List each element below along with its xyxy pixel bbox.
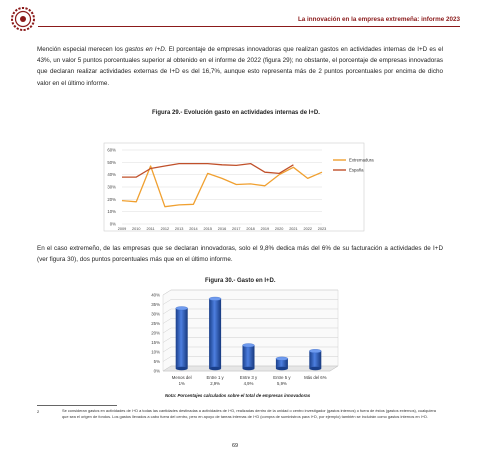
x-tick-label: 2016: [217, 227, 227, 231]
x-tick-label: Menos del: [171, 375, 192, 380]
x-tick-label: Entre 5 y: [273, 375, 291, 380]
x-tick-label: 2012: [160, 227, 170, 231]
x-tick-label: 2009: [117, 227, 127, 231]
bar-base: [243, 367, 255, 371]
x-tick-label: Entre 1 y: [206, 375, 224, 380]
x-tick-label: 2018: [246, 227, 255, 231]
y-tick-label: 10%: [107, 209, 116, 215]
bar-top: [209, 297, 221, 301]
y-tick-label: 50%: [107, 159, 116, 165]
x-tick-label: 2022: [303, 227, 312, 231]
x-tick-label: 5,9%: [277, 381, 287, 386]
bar-top: [309, 349, 321, 353]
bar-top: [276, 357, 288, 361]
x-tick-label: Entre 3 y: [239, 375, 258, 380]
bar-cylinder: [309, 351, 321, 368]
figure-30-note: Nota: Porcentajes calculados sobre el total de empresas innovadoras: [165, 393, 311, 398]
bar-cylinder: [209, 299, 221, 369]
bar-base: [276, 367, 288, 371]
footnote-rule: [37, 405, 117, 406]
y-tick-label: 30%: [107, 184, 116, 190]
x-tick-label: 2021: [289, 227, 298, 231]
y-tick-label: 0%: [153, 368, 160, 374]
y-tick-label: 10%: [151, 349, 160, 355]
legend-label: España: [349, 167, 364, 173]
x-tick-label: 2015: [203, 227, 212, 231]
y-tick-label: 5%: [153, 359, 160, 364]
x-tick-label: 2011: [146, 227, 155, 231]
x-tick-label: 2019: [260, 227, 270, 231]
x-tick-label: 4,9%: [243, 381, 254, 386]
bar-top: [243, 344, 255, 348]
paragraph-text: Mención especial merecen los: [37, 46, 125, 53]
bar-cylinder: [243, 345, 255, 368]
y-tick-label: 25%: [151, 321, 160, 326]
x-tick-label: 1%: [178, 381, 185, 386]
bar-top: [176, 307, 188, 311]
bar-base: [209, 367, 221, 371]
y-tick-label: 0%: [109, 221, 116, 227]
y-tick-label: 60%: [107, 147, 116, 153]
paragraph-italic: gastos en I+D: [124, 46, 165, 53]
x-tick-label: Más del 6%: [304, 375, 327, 380]
x-tick-label: 2020: [274, 227, 284, 231]
legend-label: Extremadura: [349, 157, 374, 163]
y-tick-label: 40%: [107, 172, 116, 178]
x-tick-label: 2023: [317, 227, 327, 231]
paragraph-text: . El porcentaje de empresas innovadoras que realizan gastos en actividades internas de I+D es el 43%, un valor 5 puntos porcentuales superior al obtenido en el informe de 2022 (figura 29); no obstante, el porcentaje de empresas innovadoras que declaran realizar actividades externas de I+D es del 16,7%, aunque esto representa más de 2 puntos porcentuales por encima de dicho valor en el último informe.: [37, 46, 443, 87]
figure-30-title: Figura 30.- Gasto en I+D.: [205, 278, 276, 284]
x-tick-label: 2013: [174, 227, 184, 231]
bar-base: [309, 367, 321, 371]
x-tick-label: 2017: [232, 227, 241, 231]
y-tick-label: 20%: [107, 196, 116, 202]
bar-base: [176, 367, 188, 371]
figure-29-title: Figura 29.- Evolución gasto en actividades internas de I+D.: [152, 110, 320, 116]
paragraph-facturacion: En el caso extremeño, de las empresas que se declaran innovadoras, solo el 9,8% dedica más del 6% de su facturación a actividades de I+D (ver figura 30), dos puntos porcentuales más que en el último informe.: [37, 245, 443, 264]
y-tick-label: 30%: [151, 311, 160, 317]
header-title: La innovación en la empresa extremeña: informe 2023: [297, 16, 460, 23]
y-tick-label: 15%: [151, 340, 160, 345]
page-number: 69: [232, 443, 239, 449]
x-tick-label: 2010: [132, 227, 141, 231]
footnote-text: Se consideran gastos en actividades de I+D a todas las cantidades destinadas a actividades de I+D, realizadas dentro de la unidad o centro investigador (gastos internos) o fuera de éstos (gastos externos), cualquiera que sea el origen de fondos. Los gastos llevados a cabo fuera del centro, pero en apoyo de tareas internas de I+D (compra de suministros para I+D, por ejemplo) también se incluirán como gastos internos en I+D.: [62, 408, 436, 419]
y-tick-label: 40%: [151, 292, 160, 298]
x-tick-label: 2014: [189, 227, 198, 231]
footnote-number: 2: [37, 409, 40, 414]
y-tick-label: 35%: [151, 302, 160, 307]
y-tick-label: 20%: [151, 330, 160, 336]
bar-cylinder: [176, 308, 188, 368]
x-tick-label: 2,9%: [210, 381, 220, 386]
